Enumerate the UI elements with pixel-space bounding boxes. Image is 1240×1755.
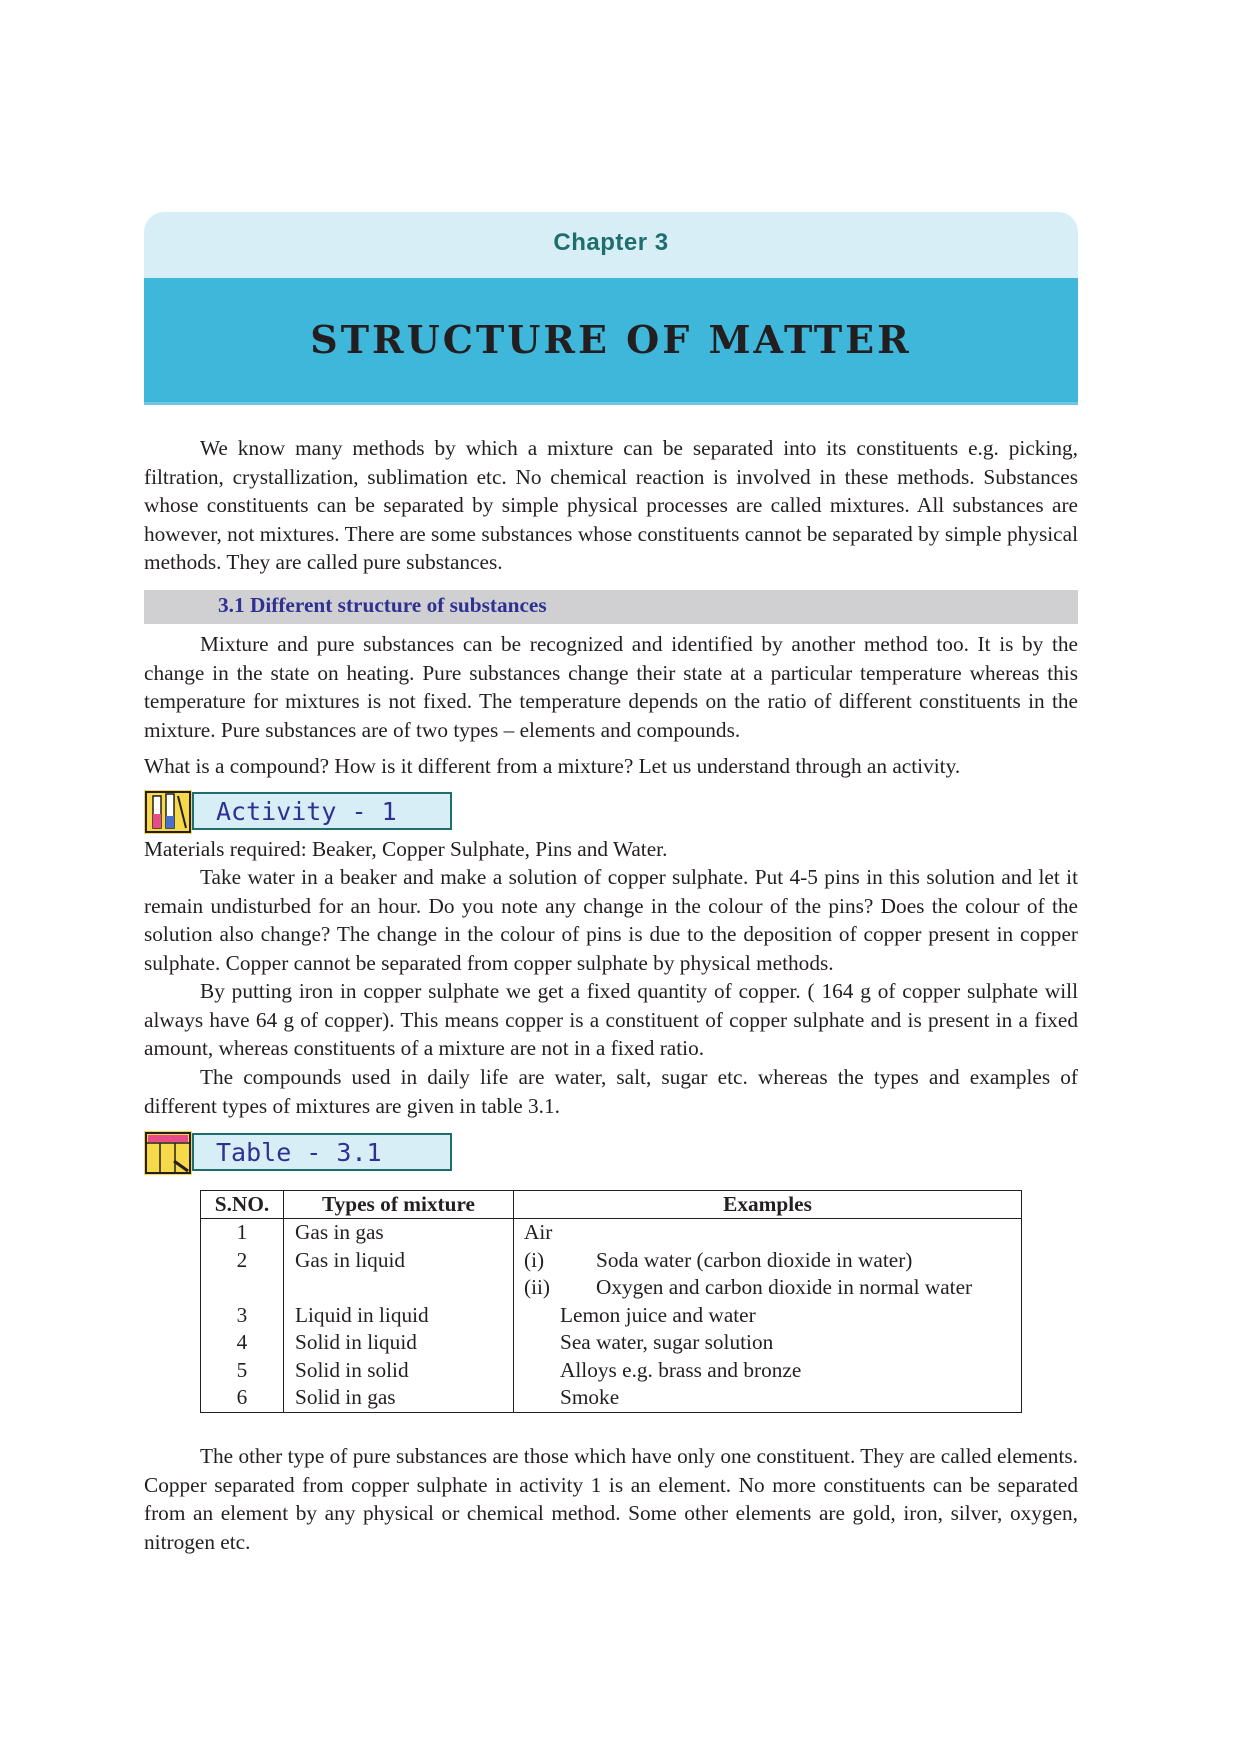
header-sno: S.NO. [201, 1191, 284, 1219]
example-item: (i) Soda water (carbon dioxide in water) [524, 1247, 913, 1272]
header-examples: Examples [514, 1191, 1022, 1219]
section-heading [144, 590, 1078, 624]
table-row: 4 Solid in liquid Sea water, sugar solution [201, 1329, 1022, 1357]
mixture-table [200, 1190, 1022, 1413]
table-row: 6 Solid in gas Smoke [201, 1384, 1022, 1412]
paragraph-activity: Take water in a beaker and make a solution of copper sulphate. Put 4-5 pins in this solution and let it remain undisturbed for an hour. Do you note any change in the colour of the pins? Does the colour of the solution also change? The change in the colour of pins is due to the deposition of copper present in copper sulphate. Copper cannot be separated from copper sulphate by physical methods. [144, 865, 1078, 975]
table-header-row [201, 1191, 1022, 1219]
table-row: 5 Solid in solid Alloys e.g. brass and bronze [201, 1357, 1022, 1385]
example-item: (ii) Oxygen and carbon dioxide in normal water [524, 1275, 973, 1299]
paragraph-compounds: The compounds used in daily life are water, salt, sugar etc. whereas the types and examples of different types of mixtures are given in table 3.1. [144, 1065, 1078, 1118]
header-type: Types of mixture [284, 1191, 514, 1219]
activity-box [192, 792, 452, 830]
table-row: 1 Gas in gas Air [201, 1219, 1022, 1247]
table-row: 3 Liquid in liquid Lemon juice and water [201, 1302, 1022, 1330]
paragraph-question: What is a compound? How is it different from a mixture? Let us understand through an activity. [144, 754, 961, 778]
activity-text: Activity - 1 [216, 797, 397, 826]
chapter-header [144, 212, 1078, 404]
chapter-title: STRUCTURE OF MATTER [144, 278, 1078, 405]
paragraph-copper: By putting iron in copper sulphate we get a fixed quantity of copper. ( 164 g of copper sulphate will always have 64 g of copper). This means copper is a constituent of copper sulphate and is present in a fixed amount, whereas constituents of a mixture are not in a fixed ratio. [144, 979, 1078, 1061]
paragraph-elements: The other type of pure substances are those which have only one constituent. They are called elements. Copper separated from copper sulphate in activity 1 is an element. No more constituents can be separated from an element by any physical or chemical method. Some other elements are gold, iron, silver, oxygen, nitrogen etc. [144, 1444, 1078, 1554]
table-icon [144, 1131, 192, 1175]
paragraph-states: Mixture and pure substances can be recognized and identified by another method too. It is by the change in the state on heating. Pure substances change their state at a particular temperature whereas this temperature for mixtures is not fixed. The temperature depends on the ratio of different constituents in the mixture. Pure substances are of two types – elements and compounds. [144, 632, 1078, 742]
table-row: 2 Gas in liquid (i) Soda water (carbon dioxide in water) (ii) Oxygen and carbon dioxide in normal water [201, 1247, 1022, 1302]
flask-icon [144, 790, 192, 834]
section-title: 3.1 Different structure of substances [218, 593, 547, 617]
materials-line: Materials required: Beaker, Copper Sulphate, Pins and Water. [144, 837, 668, 861]
intro-paragraph: We know many methods by which a mixture can be separated into its constituents e.g. picking, filtration, crystallization, sublimation etc. No chemical reaction is involved in these methods. Substances whose constituents can be separated by simple physical processes are called mixtures. All substances are however, not mixtures. There are some substances whose constituents cannot be separated by simple physical methods. They are called pure substances. [144, 436, 1078, 575]
table-box [192, 1133, 452, 1171]
chapter-number: Chapter 3 [144, 212, 1078, 278]
table-tag-text: Table - 3.1 [216, 1138, 382, 1167]
